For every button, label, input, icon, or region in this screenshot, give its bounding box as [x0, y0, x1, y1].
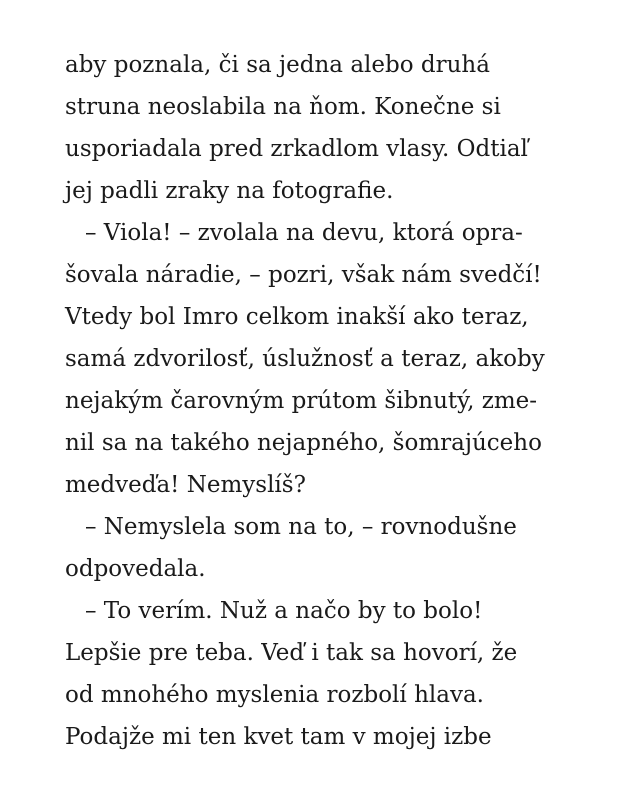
text-line: od mnohého myslenia rozbolí hlava. — [65, 682, 484, 708]
text-line-indented: – To verím. Nuž a načo by to bolo! — [85, 598, 483, 624]
text-line: jej padli zraky na fotografie. — [65, 178, 394, 204]
text-line: medveďa! Nemyslíš? — [65, 472, 306, 498]
text-line: Podajže mi ten kvet tam v mojej izbe — [65, 724, 492, 750]
text-line: šovala náradie, – pozri, však nám svedčí! — [65, 262, 542, 288]
text-line: struna neoslabila na ňom. Konečne si — [65, 94, 501, 120]
text-line-indented: – Viola! – zvolala na devu, ktorá opra- — [85, 220, 523, 246]
text-line: usporiadala pred zrkadlom vlasy. Odtiaľ — [65, 136, 528, 162]
text-line: nejakým čarovným prútom šibnutý, zme- — [65, 388, 538, 414]
text-line: Vtedy bol Imro celkom inakší ako teraz, — [65, 304, 529, 330]
text-line: samá zdvorilosť, úslužnosť a teraz, akoby — [65, 346, 545, 372]
body-text — [65, 44, 605, 758]
text-line: nil sa na takého nejapného, šomrajúceho — [65, 430, 542, 456]
text-line-indented: – Nemyslela som na to, – rovnodušne — [85, 514, 517, 540]
text-line: Lepšie pre teba. Veď i tak sa hovorí, že — [65, 640, 518, 666]
text-line: odpovedala. — [65, 556, 206, 582]
text-line: aby poznala, či sa jedna alebo druhá — [65, 52, 490, 78]
